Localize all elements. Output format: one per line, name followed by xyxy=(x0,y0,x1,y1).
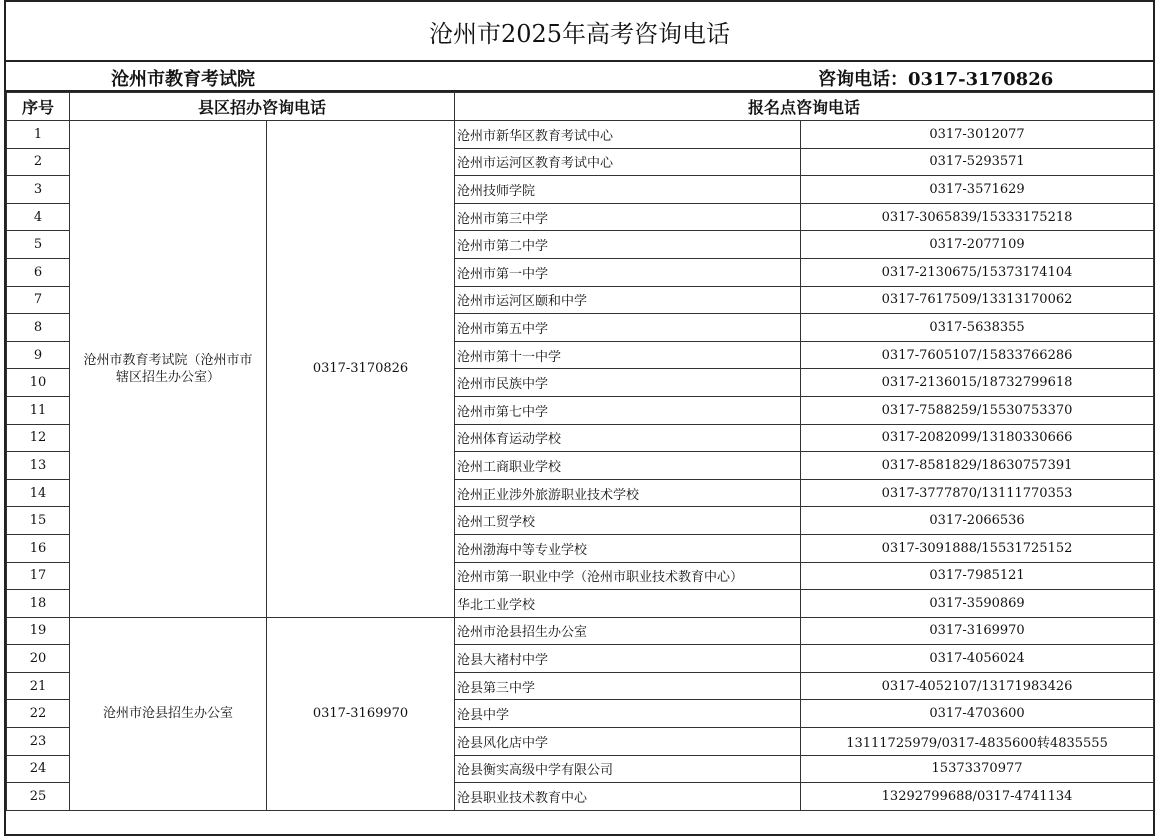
site-phone: 0317-2066536 xyxy=(801,507,1154,535)
row-index: 6 xyxy=(7,258,70,286)
site-phone: 0317-7985121 xyxy=(801,562,1154,590)
row-index: 19 xyxy=(7,617,70,645)
site-name: 沧州市第一职业中学（沧州市职业技术教育中心） xyxy=(455,562,801,590)
document-sheet xyxy=(4,0,1155,836)
site-name: 沧州市运河区教育考试中心 xyxy=(455,148,801,176)
site-name: 沧州工贸学校 xyxy=(455,507,801,535)
site-name: 沧州市第五中学 xyxy=(455,314,801,342)
site-name: 沧州正业涉外旅游职业技术学校 xyxy=(455,479,801,507)
site-phone: 0317-3571629 xyxy=(801,176,1154,204)
site-name: 沧州市第七中学 xyxy=(455,396,801,424)
site-name: 华北工业学校 xyxy=(455,590,801,618)
site-phone: 0317-3169970 xyxy=(801,617,1154,645)
header-site: 报名点咨询电话 xyxy=(455,93,1154,121)
header-county: 县区招办咨询电话 xyxy=(70,93,455,121)
row-index: 2 xyxy=(7,148,70,176)
page-title: 沧州市2025年高考咨询电话 xyxy=(6,2,1153,62)
row-index: 15 xyxy=(7,507,70,535)
site-phone: 0317-7605107/15833766286 xyxy=(801,341,1154,369)
site-phone: 0317-3012077 xyxy=(801,121,1154,149)
site-phone: 0317-5638355 xyxy=(801,314,1154,342)
site-name: 沧州市运河区颐和中学 xyxy=(455,286,801,314)
row-index: 10 xyxy=(7,369,70,397)
site-phone: 0317-5293571 xyxy=(801,148,1154,176)
site-phone: 0317-2082099/13180330666 xyxy=(801,424,1154,452)
row-index: 25 xyxy=(7,783,70,811)
site-phone: 0317-4056024 xyxy=(801,645,1154,673)
row-index: 7 xyxy=(7,286,70,314)
row-index: 18 xyxy=(7,590,70,618)
site-name: 沧州市民族中学 xyxy=(455,369,801,397)
row-index: 17 xyxy=(7,562,70,590)
row-index: 4 xyxy=(7,203,70,231)
row-index: 24 xyxy=(7,755,70,783)
site-phone: 0317-3777870/13111770353 xyxy=(801,479,1154,507)
site-name: 沧县大褚村中学 xyxy=(455,645,801,673)
org-name: 沧州市教育考试院 xyxy=(111,69,255,90)
site-name: 沧州市第一中学 xyxy=(455,258,801,286)
site-name: 沧州市第二中学 xyxy=(455,231,801,259)
county-office: 沧州市沧县招生办公室 xyxy=(70,617,267,810)
row-index: 1 xyxy=(7,121,70,149)
site-phone: 0317-2077109 xyxy=(801,231,1154,259)
site-name: 沧州技师学院 xyxy=(455,176,801,204)
site-phone: 0317-4703600 xyxy=(801,700,1154,728)
site-name: 沧州市新华区教育考试中心 xyxy=(455,121,801,149)
site-phone: 0317-8581829/18630757391 xyxy=(801,452,1154,480)
table-row xyxy=(7,617,1154,645)
site-name: 沧州工商职业学校 xyxy=(455,452,801,480)
row-index: 8 xyxy=(7,314,70,342)
row-index: 22 xyxy=(7,700,70,728)
row-index: 14 xyxy=(7,479,70,507)
county-office: 沧州市教育考试院（沧州市市辖区招生办公室） xyxy=(70,121,267,618)
site-name: 沧县中学 xyxy=(455,700,801,728)
site-phone: 0317-7588259/15530753370 xyxy=(801,396,1154,424)
site-name: 沧县第三中学 xyxy=(455,672,801,700)
site-phone: 0317-2130675/15373174104 xyxy=(801,258,1154,286)
table-row xyxy=(7,121,1154,149)
county-office-phone: 0317-3169970 xyxy=(267,617,455,810)
county-office-phone: 0317-3170826 xyxy=(267,121,455,618)
row-index: 9 xyxy=(7,341,70,369)
contact-table xyxy=(6,92,1154,811)
table-header-row xyxy=(7,93,1154,121)
row-index: 11 xyxy=(7,396,70,424)
row-index: 20 xyxy=(7,645,70,673)
site-phone: 0317-3065839/15333175218 xyxy=(801,203,1154,231)
site-phone: 0317-4052107/13171983426 xyxy=(801,672,1154,700)
site-phone: 13292799688/0317-4741134 xyxy=(801,783,1154,811)
row-index: 23 xyxy=(7,728,70,756)
row-index: 3 xyxy=(7,176,70,204)
site-phone: 13111725979/0317-4835600转4835555 xyxy=(801,728,1154,756)
site-phone: 0317-2136015/18732799618 xyxy=(801,369,1154,397)
row-index: 21 xyxy=(7,672,70,700)
row-index: 13 xyxy=(7,452,70,480)
site-name: 沧州市第三中学 xyxy=(455,203,801,231)
site-name: 沧州渤海中等专业学校 xyxy=(455,534,801,562)
row-index: 5 xyxy=(7,231,70,259)
header-index: 序号 xyxy=(7,93,70,121)
site-name: 沧县衡实高级中学有限公司 xyxy=(455,755,801,783)
row-index: 12 xyxy=(7,424,70,452)
subheader xyxy=(6,62,1153,92)
row-index: 16 xyxy=(7,534,70,562)
site-name: 沧县风化店中学 xyxy=(455,728,801,756)
site-name: 沧州市沧县招生办公室 xyxy=(455,617,801,645)
site-phone: 0317-3590869 xyxy=(801,590,1154,618)
site-name: 沧州体育运动学校 xyxy=(455,424,801,452)
site-name: 沧州市第十一中学 xyxy=(455,341,801,369)
site-phone: 0317-3091888/15531725152 xyxy=(801,534,1154,562)
site-name: 沧县职业技术教育中心 xyxy=(455,783,801,811)
table-body xyxy=(7,121,1154,811)
site-phone: 15373370977 xyxy=(801,755,1154,783)
hotline: 咨询电话：0317-3170826 xyxy=(818,69,1054,90)
site-phone: 0317-7617509/13313170062 xyxy=(801,286,1154,314)
